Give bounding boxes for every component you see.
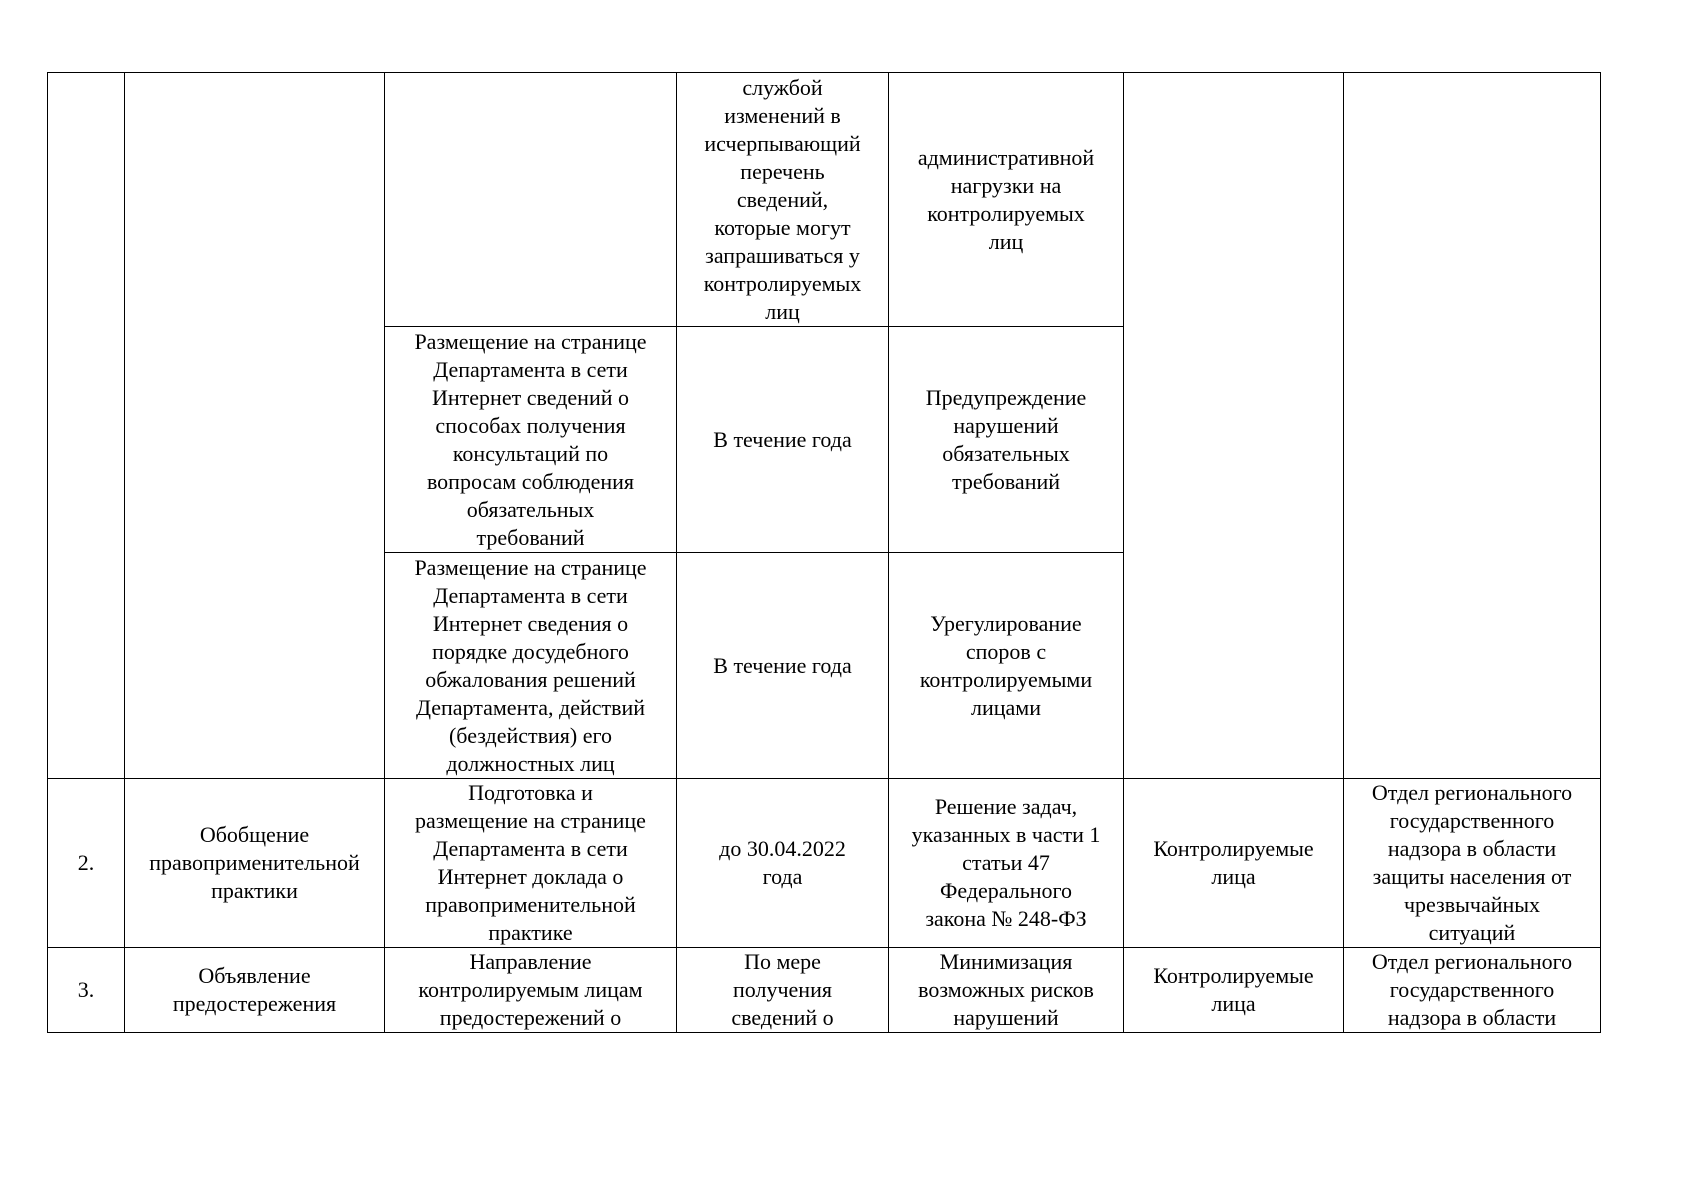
table-row bbox=[48, 73, 1601, 327]
action-cell: Размещение на странице Департамента в сети Интернет сведения о порядке досудебного обжалования решений Департамента, действий (бездействия) его должностных лиц bbox=[385, 553, 677, 779]
measure-type-cell bbox=[125, 73, 385, 779]
table-row bbox=[48, 948, 1601, 1033]
measures-table bbox=[47, 72, 1601, 1033]
result-cell: Минимизация возможных рисков нарушений bbox=[889, 948, 1124, 1033]
action-cell: Размещение на странице Департамента в сети Интернет сведений о способах получения консультаций по вопросам соблюдения обязательных требований bbox=[385, 327, 677, 553]
term-cell: По мере получения сведений о bbox=[677, 948, 889, 1033]
term-cell: В течение года bbox=[677, 327, 889, 553]
result-cell: Предупреждение нарушений обязательных требований bbox=[889, 327, 1124, 553]
term-cell: до 30.04.2022 года bbox=[677, 779, 889, 948]
responsible-cell bbox=[1344, 73, 1601, 779]
action-cell: Направление контролируемым лицам предостережений о bbox=[385, 948, 677, 1033]
table-row bbox=[48, 779, 1601, 948]
subjects-cell: Контролируемые лица bbox=[1124, 948, 1344, 1033]
responsible-cell: Отдел регионального государственного надзора в области защиты населения от чрезвычайных ситуаций bbox=[1344, 779, 1601, 948]
term-cell: В течение года bbox=[677, 553, 889, 779]
number-cell: 3. bbox=[48, 948, 125, 1033]
responsible-cell: Отдел регионального государственного надзора в области bbox=[1344, 948, 1601, 1033]
result-cell: Урегулирование споров с контролируемыми лицами bbox=[889, 553, 1124, 779]
subjects-cell: Контролируемые лица bbox=[1124, 779, 1344, 948]
number-cell: 2. bbox=[48, 779, 125, 948]
subjects-cell bbox=[1124, 73, 1344, 779]
number-cell bbox=[48, 73, 125, 779]
result-cell: административной нагрузки на контролируемых лиц bbox=[889, 73, 1124, 327]
measure-type-cell: Объявление предостережения bbox=[125, 948, 385, 1033]
measure-type-cell: Обобщение правоприменительной практики bbox=[125, 779, 385, 948]
result-cell: Решение задач, указанных в части 1 статьи 47 Федерального закона № 248-ФЗ bbox=[889, 779, 1124, 948]
action-cell: Подготовка и размещение на странице Департамента в сети Интернет доклада о правоприменительной практике bbox=[385, 779, 677, 948]
action-cell bbox=[385, 73, 677, 327]
term-cell: службой изменений в исчерпывающий перечень сведений, которые могут запрашиваться у контролируемых лиц bbox=[677, 73, 889, 327]
